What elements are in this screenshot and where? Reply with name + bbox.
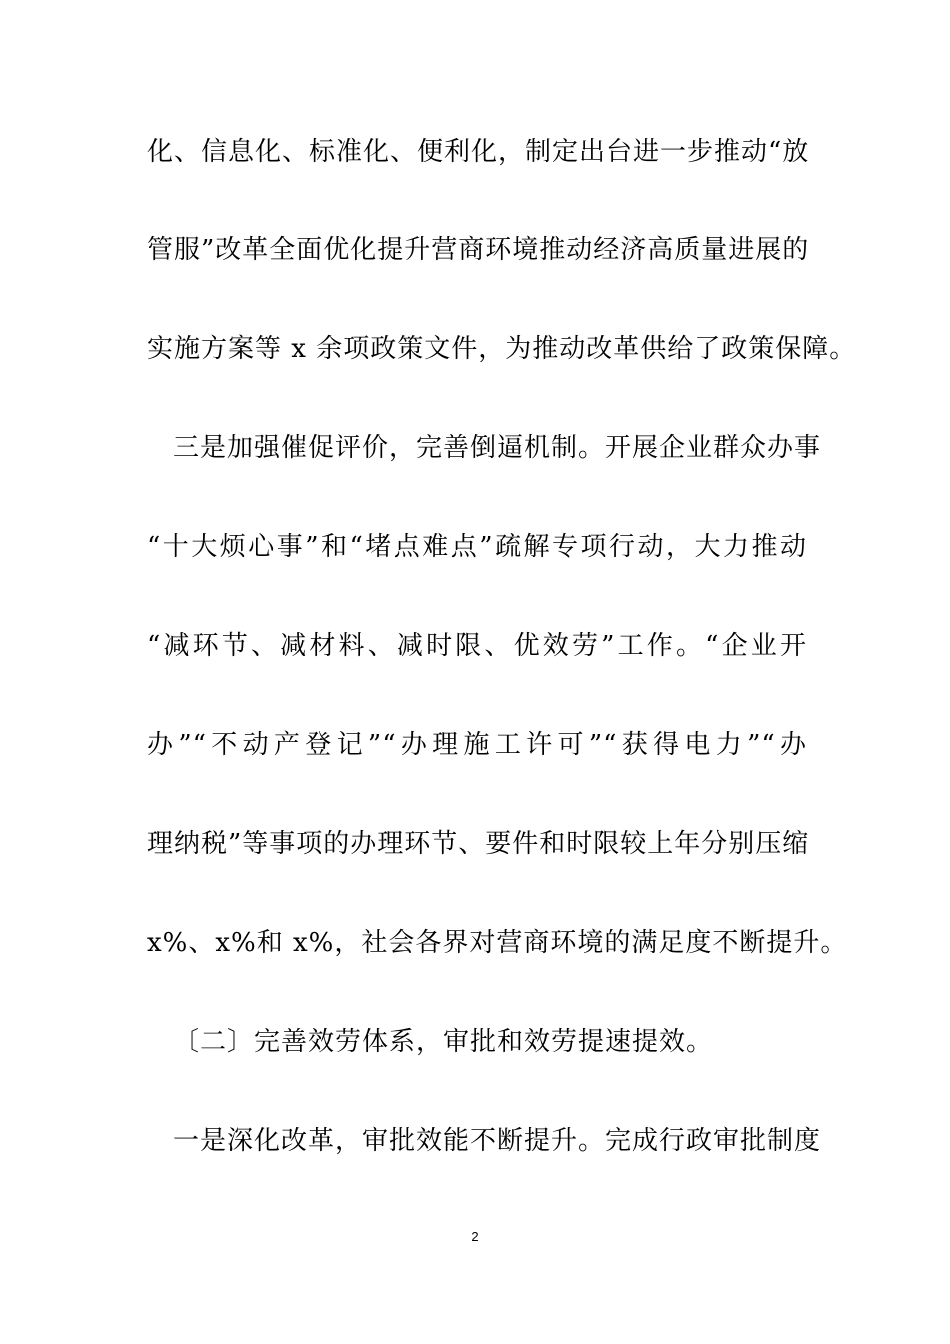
section-heading: 〔二〕完善效劳体系，审批和效劳提速提效。 [173, 1027, 714, 1057]
paragraph-line-1: 化、信息化、标准化、便利化，制定出台进一步推动“放 [147, 137, 810, 167]
paragraph-line-5: “十大烦心事”和“堵点难点”疏解专项行动，大力推动 [147, 532, 807, 562]
paragraph-line-8: 理纳税”等事项的办理环节、要件和时限较上年分别压缩 [147, 829, 810, 859]
paragraph-line-2: 管服”改革全面优化提升营商环境推动经济高质量进展的 [147, 235, 810, 265]
page-number: 2 [471, 1229, 479, 1244]
paragraph-line-7: 办”“不动产登记”“办理施工许可”“获得电力”“办 [147, 730, 807, 760]
paragraph-line-6: “减环节、减材料、减时限、优效劳”工作。“企业开 [147, 631, 807, 661]
paragraph-line-4: 三是加强催促评价，完善倒逼机制。开展企业群众办事 [173, 433, 822, 463]
paragraph-line-3: 实施方案等 x 余项政策文件，为推动改革供给了政策保障。 [147, 334, 857, 364]
paragraph-line-11: 一是深化改革，审批效能不断提升。完成行政审批制度 [173, 1126, 822, 1156]
paragraph-line-9: x%、x%和 x%，社会各界对营商环境的满足度不断提升。 [147, 928, 848, 958]
